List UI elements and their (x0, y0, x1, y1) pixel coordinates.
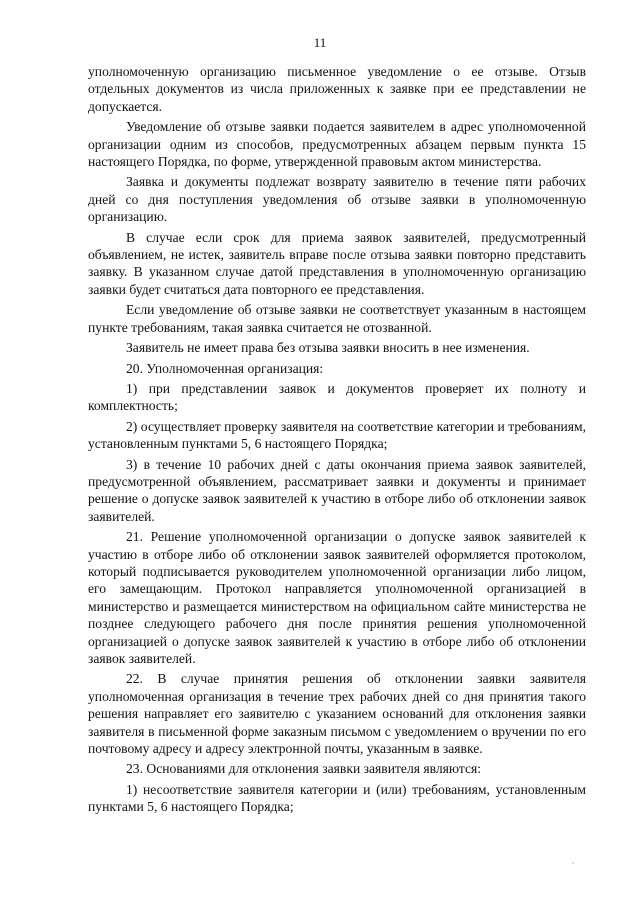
paragraph-13: 23. Основаниями для отклонения заявки заявителя являются: (126, 761, 482, 777)
paragraph-3: Заявка и документы подлежат возврату заявителю в течение пяти рабочих дней со дня поступления уведомления об отзыве заявки в уполномоченную организацию. (88, 174, 586, 225)
paragraph-9: 2) осуществляет проверку заявителя на соответствие категории и требованиям, установленным пунктами 5, 6 настоящего Порядка; (88, 418, 586, 452)
paragraph-1: уполномоченную организацию письменное уведомление о ее отзыве. Отзыв отдельных документов из числа приложенных к заявке при ее представлении не допускается. (88, 64, 586, 114)
paragraph-12: 22. В случае принятия решения об отклонении заявки заявителя уполномоченная организация в течение трех рабочих дней со дня принятия такого решения направляет его заявителю с указанием оснований для отклонения заявки заявителя в письменной форме заказным письмом с уведомлением о вручении по его почтовому адресу и адресу электронной почты, указанным в заявке. (88, 671, 586, 757)
paragraph-5: Если уведомление об отзыве заявки не соответствует указанным в настоящем пункте требованиям, такая заявка считается не отозванной. (88, 302, 586, 335)
paragraph-7: 20. Уполномоченная организация: (126, 360, 324, 376)
paragraph-14: 1) несоответствие заявителя категории и (или) требованиям, установленным пунктами 5, 6 настоящего Порядка; (88, 781, 586, 815)
document-body (88, 63, 586, 819)
page-number: 11 (313, 35, 327, 50)
paragraph-6: Заявитель не имеет права без отзыва заявки вносить в нее изменения. (126, 340, 530, 356)
paragraph-8: 1) при представлении заявок и документов проверяет их полноту и комплектность; (88, 380, 586, 414)
paragraph-11: 21. Решение уполномоченной организации о допуске заявок заявителей к участию в отборе либо об отклонении заявок заявителей оформляется протоколом, который подписывается руководителем уполномоченной организации либо лицом, его замещающим. Протокол направляется уполномоченной организацией в министерство и размещается министерством на официальном сайте министерства не позднее следующего рабочего дня после принятия решения уполномоченной организацией о допуске заявок заявителей к участию в отборе либо об отклонении заявок заявителей. (88, 529, 586, 666)
paragraph-10: 3) в течение 10 рабочих дней с даты окончания приема заявок заявителей, предусмотренной объявлением, рассматривает заявки и документы и принимает решение о допуске заявок заявителей к участию в отборе либо об отклонении заявок заявителей. (88, 456, 586, 524)
scan-speck (572, 862, 574, 864)
paragraph-4: В случае если срок для приема заявок заявителей, предусмотренный объявлением, не истек, заявитель вправе после отзыва заявки повторно представить заявку. В указанном случае датой представления в уполномоченную организацию заявки будет считаться дата повторного ее представления. (88, 229, 586, 297)
paragraph-2: Уведомление об отзыве заявки подается заявителем в адрес уполномоченной организации одним из способов, предусмотренных абзацем первым пункта 15 настоящего Порядка, по форме, утвержденной правовым актом министерства. (88, 119, 586, 170)
